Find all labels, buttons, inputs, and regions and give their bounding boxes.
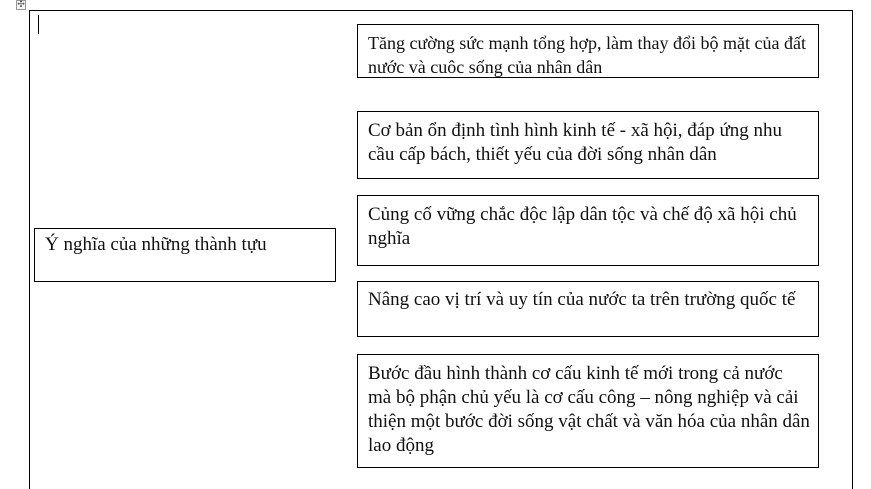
- main-label-text: Ý nghĩa của những thành tựu: [45, 234, 267, 255]
- meaning-text-2: Cơ bản ổn định tình hình kinh tế - xã hội, đáp ứng nhu cầu cấp bách, thiết yếu của đời sống nhân dân: [368, 120, 783, 165]
- meaning-text-5: Bước đầu hình thành cơ cấu kinh tế mới trong cả nước mà bộ phận chủ yếu là cơ cấu công – nông nghiệp và cải thiện một bước đời sống vật chất và văn hóa của nhân dân lao động: [368, 363, 810, 456]
- meaning-box-5: [357, 354, 819, 468]
- meaning-box-1: [357, 24, 819, 78]
- meaning-box-3: [357, 195, 819, 266]
- meaning-text-3: Củng cố vững chắc độc lập dân tộc và chế độ xã hội chủ nghĩa: [368, 204, 797, 249]
- meaning-text-1: Tăng cường sức mạnh tổng hợp, làm thay đổi bộ mặt của đất nước và cuôc sống của nhân dân: [368, 33, 806, 77]
- main-label-box: [34, 228, 336, 282]
- meaning-box-2: [357, 111, 819, 179]
- move-arrows-icon[interactable]: ✣: [17, 0, 25, 10]
- text-cursor: [38, 15, 39, 34]
- meaning-box-4: [357, 281, 819, 337]
- meaning-text-4: Nâng cao vị trí và uy tín của nước ta trên trường quốc tế: [368, 289, 796, 310]
